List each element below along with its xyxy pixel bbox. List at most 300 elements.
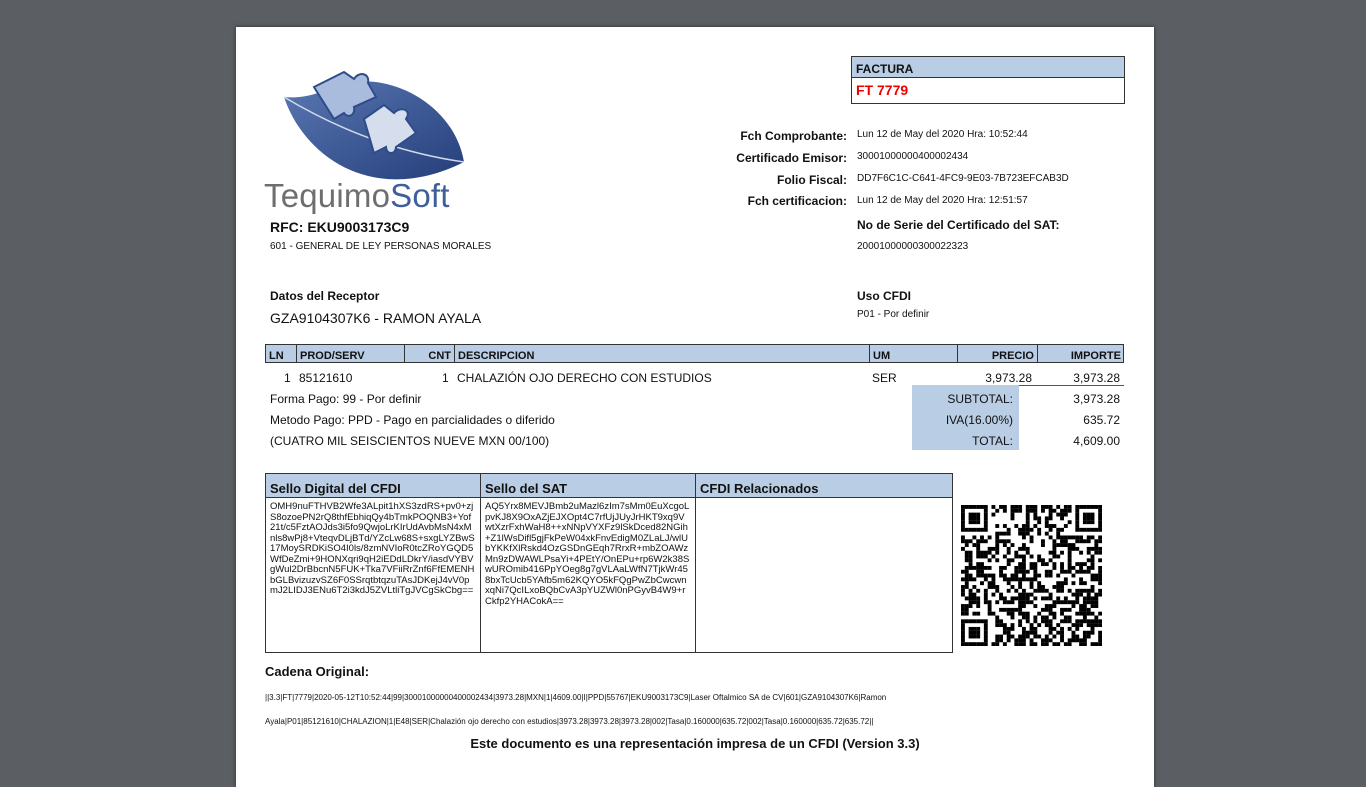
- qr-module: [1083, 612, 1087, 616]
- cfdi-relacionados-title: CFDI Relacionados: [700, 481, 819, 496]
- qr-module: [1091, 596, 1095, 600]
- qr-module: [969, 604, 973, 608]
- qr-module: [1087, 535, 1091, 539]
- qr-module: [1094, 642, 1098, 646]
- qr-module: [1098, 528, 1102, 532]
- qr-module: [1079, 539, 1083, 543]
- qr-module: [1041, 543, 1045, 547]
- qr-module: [1056, 505, 1060, 509]
- certificado-emisor-label: Certificado Emisor:: [736, 151, 847, 165]
- qr-module: [1087, 596, 1091, 600]
- qr-module: [1075, 513, 1079, 517]
- qr-module: [1030, 509, 1034, 513]
- fch-certificacion-value: Lun 12 de May del 2020 Hra: 12:51:57: [857, 195, 1028, 206]
- qr-module: [1056, 631, 1060, 635]
- qr-module: [1098, 520, 1102, 524]
- qr-module: [1014, 505, 1018, 509]
- qr-module: [1056, 623, 1060, 627]
- qr-module: [961, 638, 965, 642]
- qr-module: [1094, 539, 1098, 543]
- qr-module: [984, 524, 988, 528]
- qr-module: [1075, 593, 1079, 597]
- qr-module: [1087, 539, 1091, 543]
- qr-module: [1026, 596, 1030, 600]
- qr-module: [961, 513, 965, 517]
- qr-module: [1091, 558, 1095, 562]
- qr-module: [976, 528, 980, 532]
- qr-module: [972, 577, 976, 581]
- qr-module: [1075, 509, 1079, 513]
- qr-module: [1007, 608, 1011, 612]
- qr-module: [972, 619, 976, 623]
- qr-module: [1068, 558, 1072, 562]
- qr-module: [1098, 635, 1102, 639]
- qr-module: [961, 520, 965, 524]
- item-cnt: 1: [442, 371, 449, 385]
- qr-module: [1011, 596, 1015, 600]
- qr-module: [976, 600, 980, 604]
- qr-module: [1056, 581, 1060, 585]
- qr-module: [984, 528, 988, 532]
- qr-module: [1037, 635, 1041, 639]
- qr-module: [1060, 612, 1064, 616]
- qr-module: [1068, 570, 1072, 574]
- qr-module: [961, 635, 965, 639]
- qr-module: [1007, 539, 1011, 543]
- qr-module: [1049, 623, 1053, 627]
- qr-module: [1022, 574, 1026, 578]
- qr-module: [1068, 638, 1072, 642]
- qr-module: [961, 593, 965, 597]
- qr-module: [1037, 528, 1041, 532]
- qr-module: [1091, 642, 1095, 646]
- qr-module: [1014, 524, 1018, 528]
- qr-module: [1060, 600, 1064, 604]
- qr-module: [1018, 612, 1022, 616]
- qr-module: [1026, 513, 1030, 517]
- qr-module: [1030, 566, 1034, 570]
- qr-module: [984, 631, 988, 635]
- qr-module: [995, 616, 999, 620]
- qr-module: [984, 520, 988, 524]
- qr-module: [965, 596, 969, 600]
- qr-module: [1022, 528, 1026, 532]
- qr-module: [1079, 562, 1083, 566]
- col-precio: PRECIO: [958, 345, 1038, 362]
- qr-module: [1014, 555, 1018, 559]
- qr-module: [1018, 623, 1022, 627]
- qr-module: [965, 574, 969, 578]
- qr-module: [1049, 638, 1053, 642]
- qr-module: [1079, 528, 1083, 532]
- qr-module: [1030, 505, 1034, 509]
- qr-module: [972, 535, 976, 539]
- qr-module: [1098, 619, 1102, 623]
- qr-module: [1003, 543, 1007, 547]
- cadena-line-2: Ayala|P01|85121610|CHALAZION|1|E48|SER|Chalazión ojo derecho con estudios|3973.28|3973.28|3973.28|002|Tasa|0.160000|635.72|002|Tasa|0.160000|635.72|635.72||: [265, 717, 874, 726]
- qr-module: [976, 516, 980, 520]
- qr-module: [1052, 547, 1056, 551]
- qr-module: [1022, 627, 1026, 631]
- sello-cfdi-title: Sello Digital del CFDI: [270, 481, 401, 496]
- qr-module: [1045, 608, 1049, 612]
- qr-module: [984, 505, 988, 509]
- emisor-rfc: RFC: EKU9003173C9: [270, 219, 410, 235]
- qr-module: [1087, 505, 1091, 509]
- qr-module: [1030, 555, 1034, 559]
- cadena-original-label: Cadena Original:: [265, 664, 370, 679]
- qr-module: [1030, 600, 1034, 604]
- qr-module: [1033, 574, 1037, 578]
- qr-module: [1072, 635, 1076, 639]
- qr-module: [1060, 635, 1064, 639]
- qr-module: [1094, 528, 1098, 532]
- qr-module: [1018, 505, 1022, 509]
- qr-module: [1087, 635, 1091, 639]
- qr-module: [1052, 600, 1056, 604]
- qr-module: [1091, 516, 1095, 520]
- qr-module: [1064, 600, 1068, 604]
- qr-module: [1026, 509, 1030, 513]
- qr-module: [1026, 600, 1030, 604]
- qr-module: [999, 593, 1003, 597]
- qr-module: [969, 566, 973, 570]
- qr-module: [1087, 631, 1091, 635]
- qr-module: [1072, 581, 1076, 585]
- qr-module: [969, 589, 973, 593]
- qr-module: [1087, 608, 1091, 612]
- qr-module: [1072, 543, 1076, 547]
- qr-module: [1045, 532, 1049, 536]
- receptor-value: GZA9104307K6 - RAMON AYALA: [270, 310, 482, 326]
- col-ln: LN: [266, 345, 297, 362]
- qr-module: [1041, 562, 1045, 566]
- qr-module: [1091, 513, 1095, 517]
- qr-module: [999, 539, 1003, 543]
- qr-module: [969, 619, 973, 623]
- qr-module: [1007, 627, 1011, 631]
- qr-module: [995, 623, 999, 627]
- qr-module: [1033, 577, 1037, 581]
- qr-module: [1003, 566, 1007, 570]
- qr-module: [1003, 509, 1007, 513]
- qr-module: [1041, 505, 1045, 509]
- qr-module: [1083, 570, 1087, 574]
- qr-module: [1003, 596, 1007, 600]
- invoice-page: [236, 27, 1154, 787]
- qr-module: [1075, 623, 1079, 627]
- qr-module: [1030, 585, 1034, 589]
- qr-module: [1022, 604, 1026, 608]
- qr-module: [1068, 566, 1072, 570]
- certificado-emisor-value: 30001000000400002434: [857, 151, 969, 162]
- qr-module: [976, 627, 980, 631]
- qr-module: [1056, 543, 1060, 547]
- qr-module: [1075, 516, 1079, 520]
- qr-module: [1022, 612, 1026, 616]
- qr-module: [1007, 562, 1011, 566]
- qr-module: [1091, 612, 1095, 616]
- seals-table: [265, 473, 953, 653]
- qr-module: [1049, 627, 1053, 631]
- fch-comprobante-label: Fch Comprobante:: [740, 129, 847, 143]
- qr-module: [1087, 551, 1091, 555]
- qr-module: [1098, 551, 1102, 555]
- qr-module: [1064, 608, 1068, 612]
- qr-module: [980, 528, 984, 532]
- qr-module: [972, 635, 976, 639]
- qr-module: [984, 551, 988, 555]
- qr-module: [972, 593, 976, 597]
- serie-sat-value: 20001000000300022323: [857, 241, 969, 252]
- qr-module: [972, 596, 976, 600]
- qr-module: [1049, 551, 1053, 555]
- qr-module: [1026, 631, 1030, 635]
- qr-module: [1068, 547, 1072, 551]
- qr-module: [1045, 619, 1049, 623]
- qr-module: [995, 635, 999, 639]
- qr-module: [1033, 604, 1037, 608]
- qr-module: [1083, 604, 1087, 608]
- qr-module: [1060, 570, 1064, 574]
- qr-module: [1037, 581, 1041, 585]
- qr-module: [999, 623, 1003, 627]
- qr-module: [1060, 509, 1064, 513]
- qr-module: [991, 513, 995, 517]
- qr-module: [1083, 596, 1087, 600]
- qr-module: [1068, 616, 1072, 620]
- qr-module: [1003, 532, 1007, 536]
- qr-module: [1068, 543, 1072, 547]
- qr-module: [961, 612, 965, 616]
- qr-module: [976, 596, 980, 600]
- qr-module: [1007, 589, 1011, 593]
- qr-module: [972, 543, 976, 547]
- qr-module: [984, 638, 988, 642]
- qr-module: [1026, 505, 1030, 509]
- qr-module: [1087, 612, 1091, 616]
- qr-module: [976, 570, 980, 574]
- item-precio: 3,973.28: [985, 371, 1032, 385]
- qr-module: [1056, 528, 1060, 532]
- qr-module: [1060, 608, 1064, 612]
- qr-module: [1007, 532, 1011, 536]
- qr-module: [1079, 612, 1083, 616]
- qr-module: [1045, 596, 1049, 600]
- qr-module: [1014, 509, 1018, 513]
- qr-module: [965, 642, 969, 646]
- qr-module: [972, 505, 976, 509]
- qr-module: [1083, 616, 1087, 620]
- qr-module: [1022, 589, 1026, 593]
- qr-module: [1011, 635, 1015, 639]
- qr-module: [999, 608, 1003, 612]
- qr-module: [961, 642, 965, 646]
- qr-module: [1064, 543, 1068, 547]
- qr-module: [1083, 516, 1087, 520]
- qr-module: [1091, 547, 1095, 551]
- qr-module: [976, 505, 980, 509]
- qr-module: [1022, 543, 1026, 547]
- invoice-number: FT 7779: [856, 82, 909, 98]
- qr-module: [961, 631, 965, 635]
- qr-module: [1003, 574, 1007, 578]
- qr-module: [1056, 596, 1060, 600]
- qr-module: [999, 505, 1003, 509]
- qr-module: [1030, 627, 1034, 631]
- qr-module: [1075, 562, 1079, 566]
- qr-module: [1072, 566, 1076, 570]
- qr-module: [988, 574, 992, 578]
- qr-module: [1087, 520, 1091, 524]
- invoice-number-box: [851, 56, 1125, 104]
- qr-module: [1011, 513, 1015, 517]
- qr-module: [1022, 566, 1026, 570]
- qr-module: [1094, 547, 1098, 551]
- qr-module: [1087, 528, 1091, 532]
- qr-module: [1049, 535, 1053, 539]
- qr-module: [1011, 516, 1015, 520]
- qr-module: [1064, 535, 1068, 539]
- qr-module: [969, 627, 973, 631]
- qr-module: [1022, 562, 1026, 566]
- qr-module: [969, 520, 973, 524]
- qr-module: [1060, 562, 1064, 566]
- qr-module: [980, 574, 984, 578]
- qr-module: [999, 570, 1003, 574]
- qr-module: [1030, 631, 1034, 635]
- item-prod: 85121610: [299, 371, 353, 385]
- qr-module: [1033, 631, 1037, 635]
- invoice-label: FACTURA: [852, 57, 1124, 78]
- fch-certificacion-label: Fch certificacion:: [747, 194, 847, 208]
- qr-module: [1026, 524, 1030, 528]
- qr-module: [1041, 642, 1045, 646]
- qr-module: [1098, 589, 1102, 593]
- qr-module: [1022, 577, 1026, 581]
- qr-module: [1079, 589, 1083, 593]
- qr-module: [961, 577, 965, 581]
- qr-module: [1011, 600, 1015, 604]
- qr-module: [1094, 619, 1098, 623]
- qr-module: [972, 520, 976, 524]
- qr-module: [1098, 516, 1102, 520]
- qr-module: [1091, 585, 1095, 589]
- qr-module: [1003, 577, 1007, 581]
- qr-module: [969, 551, 973, 555]
- qr-module: [988, 604, 992, 608]
- qr-module: [1091, 555, 1095, 559]
- cadena-line-1: ||3.3|FT|7779|2020-05-12T10:52:44|99|30001000000400002434|3973.28|MXN|1|4609.00|I|PPD|55767|EKU9003173C9|Laser Oftalmico SA de CV|601|GZA9104307K6|Ramon: [265, 693, 887, 702]
- item-importe: 3,973.28: [1073, 371, 1120, 385]
- qr-module: [991, 555, 995, 559]
- qr-module: [1018, 532, 1022, 536]
- qr-module: [1098, 539, 1102, 543]
- qr-module: [1022, 642, 1026, 646]
- qr-module: [1030, 539, 1034, 543]
- qr-module: [1094, 623, 1098, 627]
- qr-module: [1018, 555, 1022, 559]
- qr-module: [1018, 600, 1022, 604]
- qr-module: [1083, 528, 1087, 532]
- folio-fiscal-label: Folio Fiscal:: [776, 173, 847, 187]
- qr-module: [1037, 585, 1041, 589]
- qr-module: [999, 532, 1003, 536]
- qr-module: [969, 558, 973, 562]
- qr-module: [1075, 600, 1079, 604]
- qr-module: [972, 516, 976, 520]
- qr-module: [972, 600, 976, 604]
- qr-module: [1003, 623, 1007, 627]
- qr-module: [1003, 555, 1007, 559]
- qr-module: [1094, 505, 1098, 509]
- qr-module: [1060, 528, 1064, 532]
- qr-module: [995, 642, 999, 646]
- qr-module: [1098, 547, 1102, 551]
- qr-module: [1041, 585, 1045, 589]
- qr-module: [1037, 555, 1041, 559]
- qr-module: [969, 562, 973, 566]
- qr-module: [1037, 623, 1041, 627]
- qr-module: [1056, 600, 1060, 604]
- qr-module: [1022, 631, 1026, 635]
- qr-module: [1056, 574, 1060, 578]
- qr-module: [984, 509, 988, 513]
- qr-module: [1072, 535, 1076, 539]
- qr-module: [1049, 574, 1053, 578]
- qr-module: [961, 535, 965, 539]
- qr-module: [995, 551, 999, 555]
- qr-module: [1083, 520, 1087, 524]
- qr-module: [1041, 616, 1045, 620]
- qr-module: [1037, 516, 1041, 520]
- qr-module: [1030, 638, 1034, 642]
- qr-module: [1045, 589, 1049, 593]
- qr-module: [1033, 566, 1037, 570]
- qr-module: [988, 551, 992, 555]
- qr-module: [1079, 570, 1083, 574]
- qr-module: [1014, 642, 1018, 646]
- qr-module: [1075, 570, 1079, 574]
- qr-module: [1026, 570, 1030, 574]
- qr-module: [1060, 589, 1064, 593]
- metodo-pago: Metodo Pago: PPD - Pago en parcialidades o diferido: [270, 413, 555, 427]
- qr-module: [1075, 638, 1079, 642]
- qr-module: [1052, 612, 1056, 616]
- qr-module: [1007, 577, 1011, 581]
- qr-module: [1052, 566, 1056, 570]
- qr-module: [1060, 631, 1064, 635]
- qr-module: [1083, 589, 1087, 593]
- qr-module: [972, 627, 976, 631]
- qr-module: [1033, 516, 1037, 520]
- qr-module: [999, 566, 1003, 570]
- qr-module: [1041, 596, 1045, 600]
- qr-module: [976, 547, 980, 551]
- qr-module: [995, 600, 999, 604]
- qr-module: [991, 581, 995, 585]
- qr-module: [1079, 505, 1083, 509]
- qr-module: [995, 539, 999, 543]
- qr-module: [1011, 608, 1015, 612]
- qr-module: [1003, 539, 1007, 543]
- qr-module: [1098, 612, 1102, 616]
- qr-module: [1041, 509, 1045, 513]
- qr-module: [984, 513, 988, 517]
- qr-module: [1033, 619, 1037, 623]
- qr-module: [969, 577, 973, 581]
- qr-module: [1014, 574, 1018, 578]
